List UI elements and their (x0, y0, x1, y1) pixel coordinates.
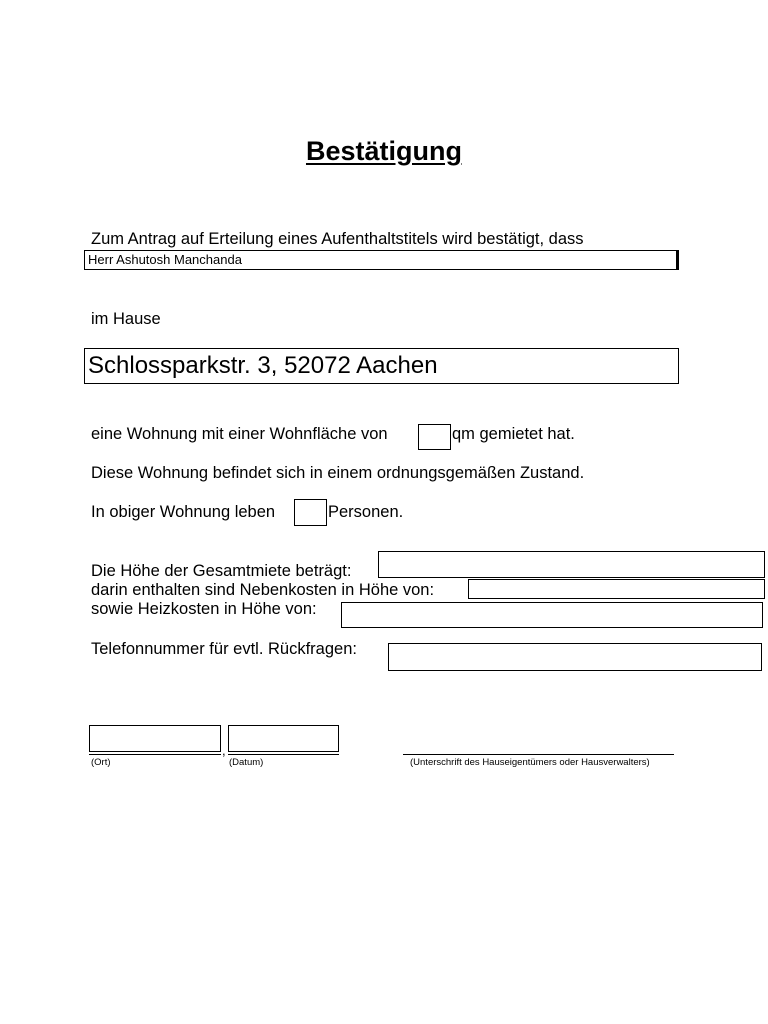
personen-text: In obiger Wohnung leben (91, 503, 276, 521)
ort-field[interactable] (89, 725, 221, 752)
ort-line (89, 754, 221, 755)
gesamtmiete-label: Die Höhe der Gesamtmiete beträgt: (91, 562, 352, 580)
datum-field[interactable] (228, 725, 339, 752)
personen-field[interactable] (294, 499, 327, 526)
nebenkosten-label: darin enthalten sind Nebenkosten in Höhe von: (91, 581, 435, 599)
zustand-text: Diese Wohnung befindet sich in einem ordnungsgemäßen Zustand. (91, 464, 585, 482)
signature-line (403, 754, 674, 755)
name-field[interactable] (84, 250, 679, 270)
wohnflaeche-field[interactable] (418, 424, 451, 450)
wohnflaeche-text: eine Wohnung mit einer Wohnfläche von (91, 425, 388, 443)
telefon-field[interactable] (388, 643, 762, 671)
comma: , (222, 743, 226, 758)
datum-line (228, 754, 339, 755)
address-value: Schlossparkstr. 3, 52072 Aachen (88, 352, 438, 379)
name-value: Herr Ashutosh Manchanda (88, 252, 242, 267)
heizkosten-label: sowie Heizkosten in Höhe von: (91, 600, 317, 618)
intro-text: Zum Antrag auf Erteilung eines Aufenthaltstitels wird bestätigt, dass (91, 230, 584, 248)
heizkosten-field[interactable] (341, 602, 763, 628)
personen-after-text: Personen. (328, 503, 404, 521)
telefon-label: Telefonnummer für evtl. Rückfragen: (91, 640, 357, 658)
document-title: Bestätigung (305, 136, 462, 166)
signature-caption: (Unterschrift des Hauseigentümers oder Hausverwalters) (410, 757, 650, 768)
datum-caption: (Datum) (229, 757, 264, 768)
im-hause-text: im Hause (91, 310, 161, 328)
gesamtmiete-field[interactable] (378, 551, 765, 578)
nebenkosten-field[interactable] (468, 579, 765, 599)
ort-caption: (Ort) (91, 757, 111, 768)
address-field[interactable] (84, 348, 679, 384)
qm-text: qm gemietet hat. (452, 425, 575, 443)
